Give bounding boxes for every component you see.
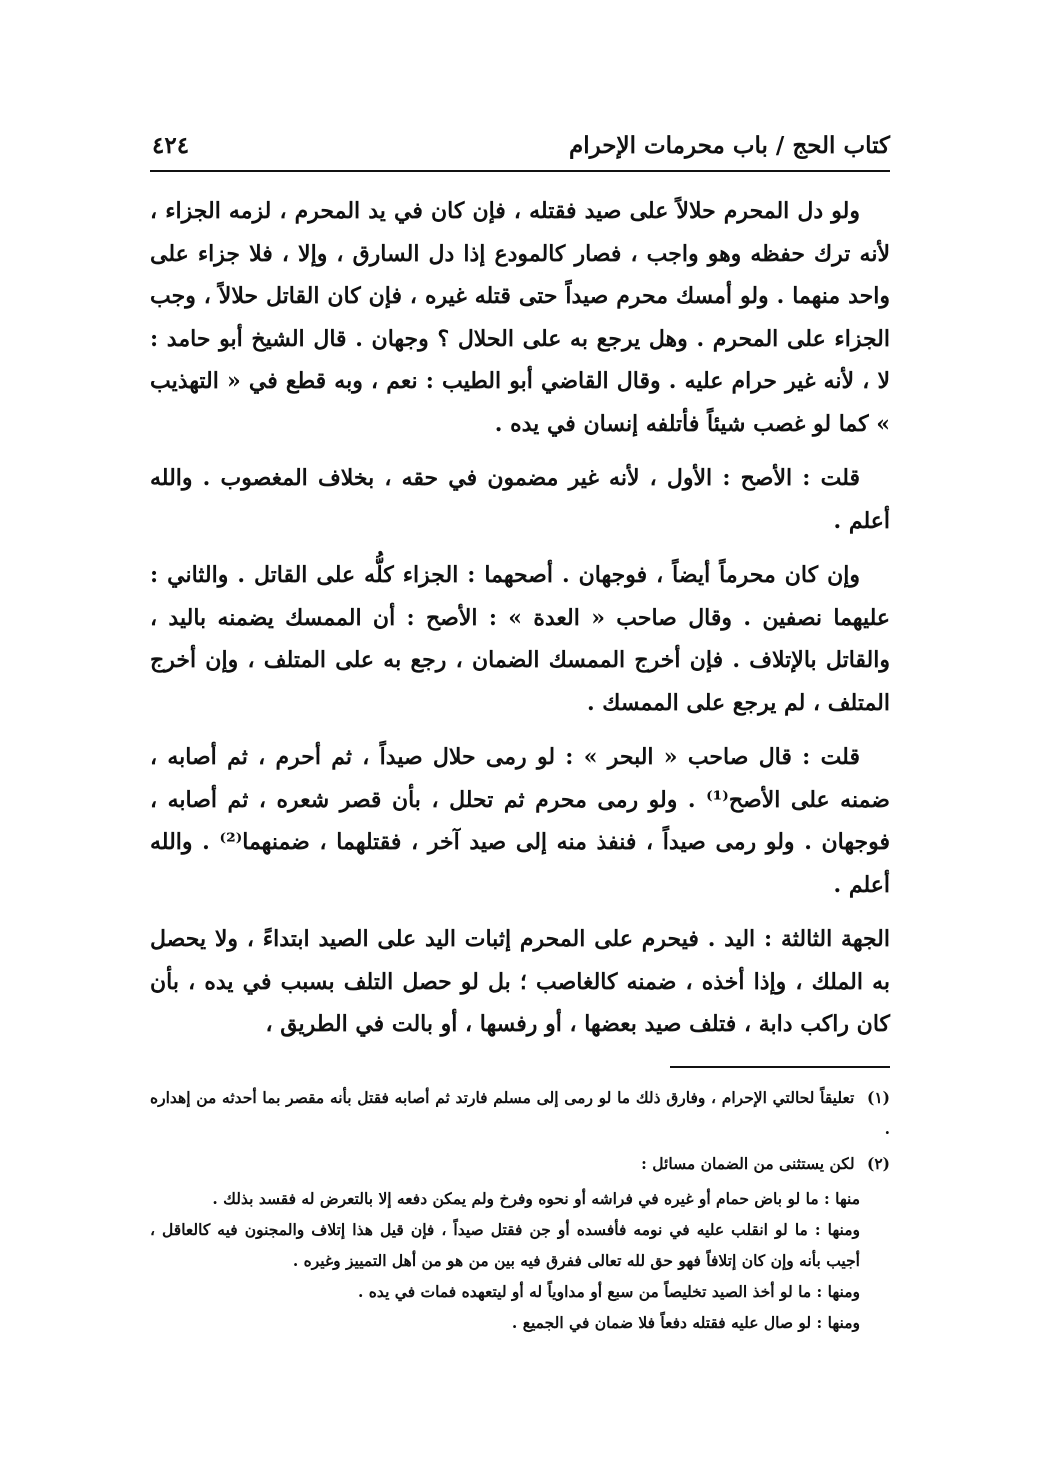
footnote-2-text: لكن يستثنى من الضمان مسائل : bbox=[641, 1153, 855, 1173]
paragraph-1: ولو دل المحرم حلالاً على صيد فقتله ، فإن كان في يد المحرم ، لزمه الجزاء ، لأنه ترك حفظه وهو واجب ، فصار كالمودع إذا دل السارق ، وإلا ، فلا جزاء على واحد منهما . ولو أمسك محرم صيداً حتى قتله غيره ، فإن كان القاتل حلالاً ، وجب الجزاء على المحرم . وهل يرجع به على الحلال ؟ وجهان . قال الشيخ أبو حامد : لا ، لأنه غير حرام عليه . وقال القاضي أبو الطيب : نعم ، وبه قطع في « التهذيب » كما لو غصب شيئاً فأتلفه إنسان في يده . bbox=[150, 198, 890, 437]
footnote-2 bbox=[150, 1148, 890, 1179]
footnote-2-item: منها : ما لو باض حمام أو غيره في فراشه أو نحوه وفرخ ولم يمكن دفعه إلا بالتعرض له فقسد بذلك . bbox=[212, 1188, 860, 1208]
footnote-2-item: ومنها : ما لو انقلب عليه في نومه فأفسده أو جن فقتل صيداً ، فإن قيل هذا إتلاف والمجنون فيه كالعاقل ، أجيب بأنه وإن كان إتلافاً فهو حق لله تعالى ففرق فيه بين من هو من أهل التمييز وغيره . bbox=[150, 1219, 860, 1270]
footnotes bbox=[150, 1082, 890, 1338]
paragraph-5 bbox=[150, 918, 890, 1046]
paragraph-4: قلت : قال صاحب « البحر » : لو رمى حلال صيداً ، ثم أحرم ، ثم أصابه ، ضمنه على الأصح⁽¹⁾ . ولو رمى محرم ثم تحلل ، بأن قصر شعره ، ثم أصابه ، فوجهان . ولو رمى صيداً ، فنفذ منه إلى صيد آخر ، فقتلهما ، ضمنهما⁽²⁾ . والله أعلم . bbox=[150, 744, 890, 898]
page-header bbox=[150, 128, 890, 172]
paragraph-2: قلت : الأصح : الأول ، لأنه غير مضمون في حقه ، بخلاف المغصوب . والله أعلم . bbox=[150, 465, 890, 534]
book-page bbox=[150, 128, 890, 1358]
page-number: ٤٢٤ bbox=[152, 132, 190, 159]
main-text bbox=[150, 190, 890, 1046]
paragraph-3: وإن كان محرماً أيضاً ، فوجهان . أصحهما : الجزاء كلُّه على القاتل . والثاني : عليهما نصفين . وقال صاحب « العدة » : الأصح : أن الممسك يضمنه باليد ، والقاتل بالإتلاف . فإن أخرج الممسك الضمان ، رجع به على المتلف ، وإن أخرج المتلف ، لم يرجع على الممسك . bbox=[150, 562, 890, 716]
section-heading: الجهة الثالثة bbox=[780, 926, 891, 952]
footnote-1-text: تعليقاً لحالتي الإحرام ، وفارق ذلك ما لو رمى إلى مسلم فارتد ثم أصابه فقتل بأنه مقصر بما أحدثه من إهداره . bbox=[150, 1087, 890, 1138]
footnote-1 bbox=[150, 1082, 890, 1144]
footnote-2-item: ومنها : لو صال عليه فقتله دفعاً فلا ضمان في الجميع . bbox=[511, 1312, 860, 1332]
paragraph-5-text: : اليد . فيحرم على المحرم إثبات اليد على الصيد ابتداءً ، ولا يحصل به الملك ، وإذا أخذه ، ضمنه كالغاصب ؛ بل لو حصل التلف بسبب في يده ، بأن كان راكب دابة ، فتلف صيد بعضها ، أو رفسها ، أو بالت في الطريق ، bbox=[150, 926, 890, 1037]
footnote-1-number: (١) bbox=[866, 1087, 890, 1107]
footnote-2-number: (٢) bbox=[866, 1153, 890, 1173]
running-title: كتاب الحج / باب محرمات الإحرام bbox=[568, 132, 890, 159]
footnote-divider bbox=[670, 1066, 890, 1068]
footnote-2-item: ومنها : ما لو أخذ الصيد تخليصاً من سبع أو مداوياً له أو ليتعهده فمات في يده . bbox=[358, 1281, 860, 1301]
